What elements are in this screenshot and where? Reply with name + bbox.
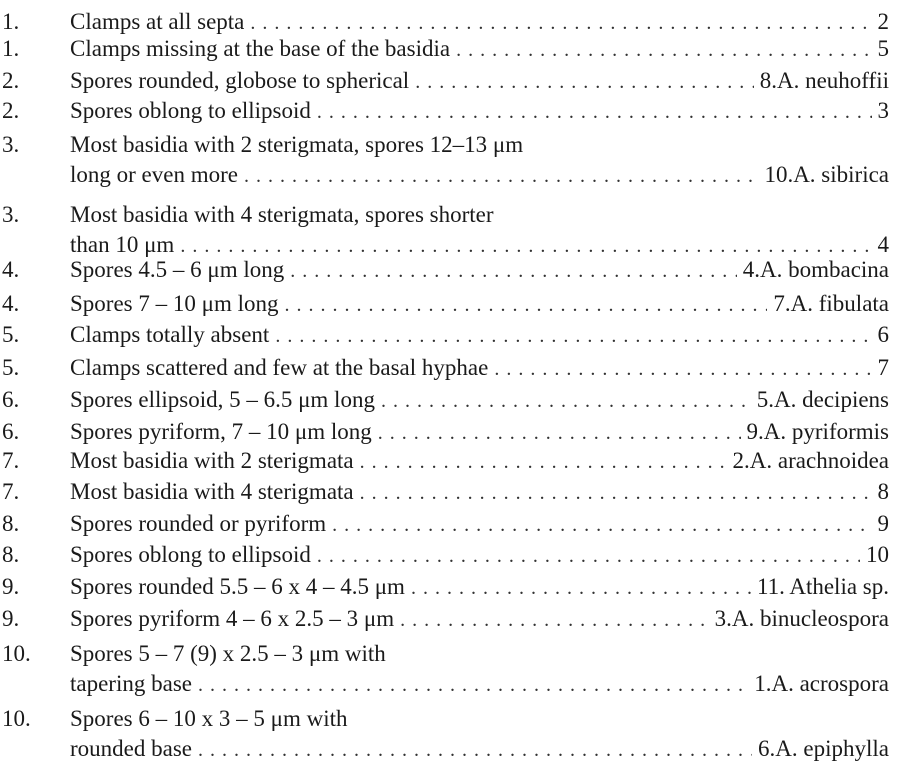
lead-target: 2 bbox=[877, 9, 889, 34]
couplet-number: 10. bbox=[2, 706, 31, 731]
lead-text-line: Most basidia with 4 sterigmata, spores shorter bbox=[70, 202, 494, 227]
dot-leader bbox=[378, 420, 741, 447]
lead-row bbox=[70, 478, 889, 505]
dot-leader bbox=[244, 163, 758, 190]
lead-row bbox=[70, 670, 889, 697]
couplet-number: 1. bbox=[2, 36, 20, 61]
couplet-number: 10. bbox=[2, 641, 31, 666]
lead-row bbox=[70, 256, 889, 283]
lead-row bbox=[70, 573, 889, 600]
lead-text: Most basidia with 4 sterigmata bbox=[70, 479, 354, 504]
lead-target: 3.A. binucleospora bbox=[714, 606, 889, 631]
lead-target: 5 bbox=[877, 36, 889, 61]
dot-leader bbox=[332, 512, 871, 539]
couplet-number: 7. bbox=[2, 479, 20, 504]
lead-text: Spores rounded 5.5 – 6 x 4 – 4.5 μm bbox=[70, 574, 405, 599]
lead-row bbox=[70, 418, 889, 445]
dot-leader bbox=[360, 449, 727, 476]
lead-text: long or even more bbox=[70, 162, 238, 187]
lead-text: Clamps missing at the base of the basidia bbox=[70, 36, 451, 61]
dot-leader bbox=[290, 258, 737, 285]
lead-text: tapering base bbox=[70, 671, 192, 696]
couplet-number: 4. bbox=[2, 291, 20, 316]
lead-row bbox=[70, 447, 889, 474]
lead-text: Clamps at all septa bbox=[70, 9, 245, 34]
dot-leader bbox=[494, 356, 871, 383]
couplet-number: 2. bbox=[2, 98, 20, 123]
dot-leader bbox=[250, 10, 871, 37]
lead-text-line: Spores 5 – 7 (9) x 2.5 – 3 μm with bbox=[70, 641, 386, 666]
couplet-number: 1. bbox=[2, 9, 20, 34]
couplet-number: 5. bbox=[2, 322, 20, 347]
lead-row bbox=[70, 8, 889, 35]
couplet-number: 7. bbox=[2, 448, 20, 473]
lead-text: Spores 7 – 10 μm long bbox=[70, 291, 279, 316]
lead-text: rounded base bbox=[70, 736, 192, 761]
dot-leader bbox=[317, 99, 872, 126]
dot-leader bbox=[198, 737, 752, 764]
dot-leader bbox=[381, 388, 751, 415]
lead-row bbox=[70, 97, 889, 124]
dot-leader bbox=[284, 292, 767, 319]
lead-target: 2.A. arachnoidea bbox=[732, 448, 889, 473]
couplet-number: 3. bbox=[2, 202, 20, 227]
lead-text: Clamps totally absent bbox=[70, 322, 270, 347]
dot-leader bbox=[360, 480, 872, 507]
couplet-number: 6. bbox=[2, 419, 20, 444]
lead-text: Spores rounded or pyriform bbox=[70, 511, 327, 536]
lead-target: 9.A. pyriformis bbox=[746, 419, 889, 444]
couplet-number: 4. bbox=[2, 257, 20, 282]
lead-target: 9 bbox=[877, 511, 889, 536]
dot-leader bbox=[456, 37, 871, 64]
lead-text: Clamps scattered and few at the basal hyphae bbox=[70, 355, 489, 380]
dot-leader bbox=[275, 323, 871, 350]
couplet-number: 2. bbox=[2, 68, 20, 93]
couplet-number: 9. bbox=[2, 606, 20, 631]
lead-target: 4 bbox=[877, 232, 889, 257]
dot-leader bbox=[411, 575, 751, 602]
couplet-number: 8. bbox=[2, 542, 20, 567]
lead-row bbox=[70, 67, 889, 94]
lead-row bbox=[70, 386, 889, 413]
lead-text: Spores oblong to ellipsoid bbox=[70, 542, 311, 567]
couplet-number: 3. bbox=[2, 132, 20, 157]
lead-target: 11. Athelia sp. bbox=[756, 574, 889, 599]
lead-target: 1.A. acrospora bbox=[754, 671, 889, 696]
lead-row bbox=[70, 35, 889, 62]
lead-text: Spores oblong to ellipsoid bbox=[70, 98, 311, 123]
lead-target: 6.A. epiphylla bbox=[758, 736, 889, 761]
lead-target: 7.A. fibulata bbox=[773, 291, 889, 316]
couplet-number: 5. bbox=[2, 355, 20, 380]
lead-target: 10 bbox=[866, 542, 889, 567]
dot-leader bbox=[317, 543, 860, 570]
lead-row bbox=[70, 605, 889, 632]
lead-target: 6 bbox=[877, 322, 889, 347]
lead-text-line: Spores 6 – 10 x 3 – 5 μm with bbox=[70, 706, 348, 731]
lead-text: Spores ellipsoid, 5 – 6.5 μm long bbox=[70, 387, 375, 412]
lead-text: Spores rounded, globose to spherical bbox=[70, 68, 410, 93]
lead-row bbox=[70, 161, 889, 188]
lead-target: 7 bbox=[877, 355, 889, 380]
lead-target: 8.A. neuhoffii bbox=[759, 68, 889, 93]
lead-text: Most basidia with 2 sterigmata bbox=[70, 448, 354, 473]
lead-text: Spores pyriform 4 – 6 x 2.5 – 3 μm bbox=[70, 606, 395, 631]
lead-target: 10.A. sibirica bbox=[764, 162, 889, 187]
lead-text: Spores 4.5 – 6 μm long bbox=[70, 257, 285, 282]
couplet-number: 6. bbox=[2, 387, 20, 412]
lead-row bbox=[70, 510, 889, 537]
lead-target: 5.A. decipiens bbox=[756, 387, 889, 412]
lead-row bbox=[70, 735, 889, 762]
lead-target: 8 bbox=[877, 479, 889, 504]
lead-target: 4.A. bombacina bbox=[742, 257, 889, 282]
couplet-number: 8. bbox=[2, 511, 20, 536]
couplet-number: 9. bbox=[2, 574, 20, 599]
dot-leader bbox=[400, 607, 709, 634]
lead-row bbox=[70, 354, 889, 381]
lead-row bbox=[70, 290, 889, 317]
lead-text: Spores pyriform, 7 – 10 μm long bbox=[70, 419, 372, 444]
lead-row bbox=[70, 231, 889, 258]
lead-target: 3 bbox=[877, 98, 889, 123]
lead-text-line: Most basidia with 2 sterigmata, spores 12–13 μm bbox=[70, 132, 524, 157]
lead-row bbox=[70, 541, 889, 568]
lead-row bbox=[70, 321, 889, 348]
dot-leader bbox=[198, 672, 748, 699]
dot-leader bbox=[415, 69, 754, 96]
lead-text: than 10 μm bbox=[70, 232, 175, 257]
